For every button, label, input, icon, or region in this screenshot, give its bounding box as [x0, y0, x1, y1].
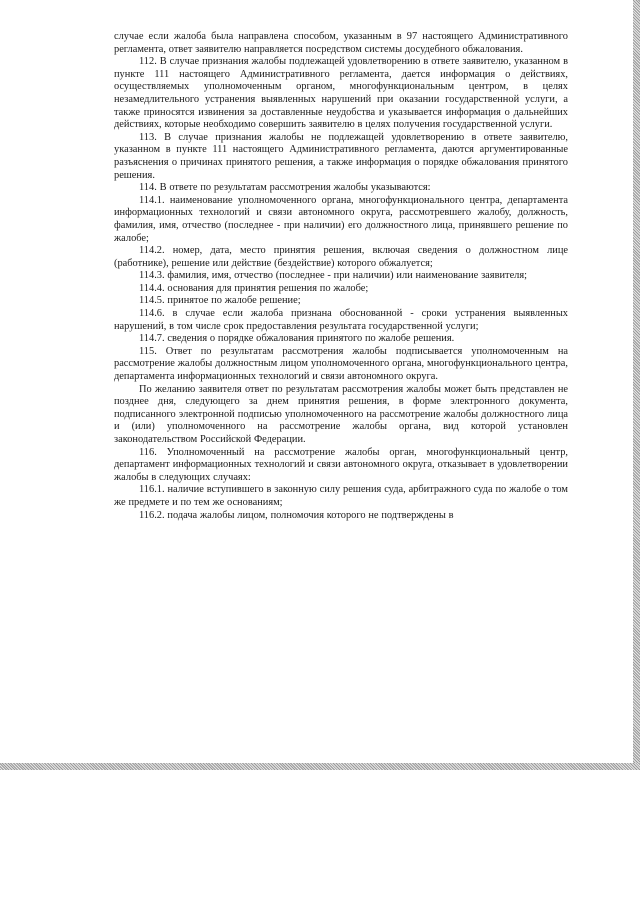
paragraph-114-1: 114.1. наименование уполномоченного органа, многофункционального центра, департамента информационных технологий и связи автономного округа, рассмотревшего жалобу, должность, фамилия, имя, отчество (последнее - при наличии) его должностного лица, принявшего решение по жалобе; [114, 194, 568, 244]
paragraph-113: 113. В случае признания жалобы не подлежащей удовлетворению в ответе заявителю, указанном в пункте 111 настоящего Административного регламента, даются аргументированные разъяснения о причинах принятого решения, а также информация о порядке обжалования принятого решения. [114, 131, 568, 181]
paragraph-112: 112. В случае признания жалобы подлежащей удовлетворению в ответе заявителю, указанном в пункте 111 настоящего Административного регламента, дается информация о действиях, осуществляемых уполномоченным органом, многофункциональным центром, в целях незамедлительного устранения выявленных нарушений при оказании государственной услуги, а также приносятся извинения за доставленные неудобства и указывается информация о дальнейших действиях, которые необходимо совершить заявителю в целях получения государственной услуги. [114, 56, 568, 131]
document-page [114, 31, 568, 522]
paragraph-114: 114. В ответе по результатам рассмотрения жалобы указываются: [139, 182, 431, 194]
paragraph-continuation: случае если жалоба была направлена способом, указанным в 97 настоящего Административного регламента, ответ заявителю направляется посредством системы досудебного обжалования. [114, 31, 568, 55]
scan-border-right [633, 0, 640, 770]
paragraph-116-1: 116.1. наличие вступившего в законную силу решения суда, арбитражного суда по жалобе о том же предмете и по тем же основаниям; [114, 484, 568, 508]
paragraph-114-6: 114.6. в случае если жалоба признана обоснованной - сроки устранения выявленных нарушений, в том числе срок предоставления результата государственной услуги; [114, 308, 568, 332]
paragraph-114-4: 114.4. основания для принятия решения по жалобе; [139, 282, 369, 294]
paragraph-116: 116. Уполномоченный на рассмотрение жалобы орган, многофункциональный центр, департамент информационных технологий и связи автономного округа, отказывает в удовлетворении жалобы в следующих случаях: [114, 446, 568, 483]
paragraph-114-3: 114.3. фамилия, имя, отчество (последнее - при наличии) или наименование заявителя; [139, 270, 528, 282]
paragraph-115-electronic: По желанию заявителя ответ по результатам рассмотрения жалобы может быть представлен не позднее дня, следующего за днем принятия решения, в форме электронного документа, подписанного электронной подписью уполномоченного на рассмотрение жалобы должностного лица и (или) уполномоченного на рассмотрение жалобы органа, вид которой установлен законодательством Российской Федерации. [114, 383, 568, 445]
paragraph-116-2: 116.2. подача жалобы лицом, полномочия которого не подтверждены в [139, 509, 454, 521]
paragraph-114-2: 114.2. номер, дата, место принятия решения, включая сведения о должностном лице (работнике), решение или действие (бездействие) которого обжалуется; [114, 245, 568, 269]
paragraph-115: 115. Ответ по результатам рассмотрения жалобы подписывается уполномоченным на рассмотрение жалобы должностным лицом уполномоченного органа, многофункционального центра, департамента информационных технологий и связи автономного округа. [114, 345, 568, 383]
paragraph-114-5: 114.5. принятое по жалобе решение; [139, 295, 301, 307]
paragraph-114-7: 114.7. сведения о порядке обжалования принятого по жалобе решения. [139, 333, 455, 345]
scan-border-bottom [0, 763, 640, 770]
